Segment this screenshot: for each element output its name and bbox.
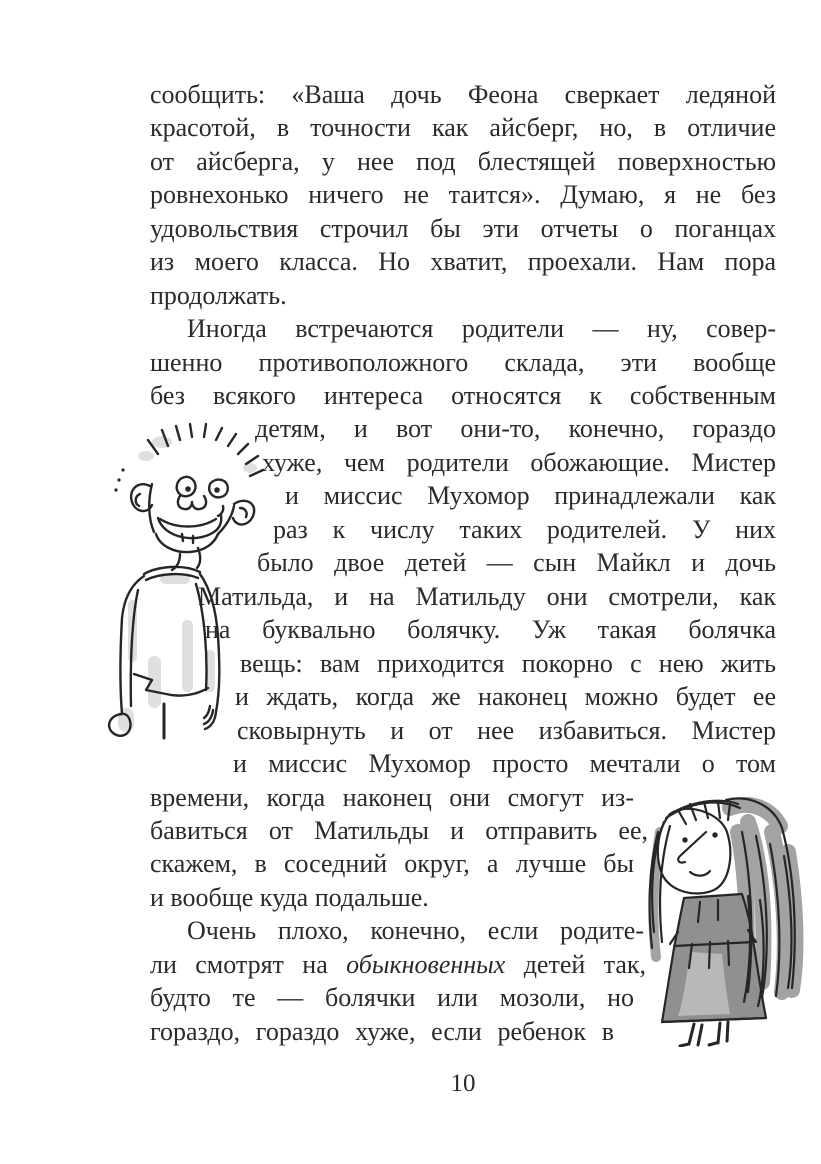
text-line: хуже, чем родители обожающие. Мистер [262, 448, 776, 477]
text-line: удовольствия строчил бы эти отчеты о поганцах [150, 214, 776, 243]
boy-sketch-illustration [100, 422, 270, 762]
text-line: раз к числу таких родителей. У них [273, 515, 776, 544]
text-line: красотой, в точности как айсберг, но, в отличие [150, 113, 776, 142]
text-line: сковырнуть и от нее избавиться. Мистер [237, 716, 776, 745]
text-line: без всякого интереса относятся к собственным [150, 381, 776, 410]
text-line: будто те — болячки или мозоли, но [150, 983, 634, 1012]
text-line: вещь: вам приходится покорно с нею жить [240, 649, 776, 678]
text-line: на буквально болячку. Уж такая болячка [205, 615, 776, 644]
text-line: продолжать. [150, 281, 287, 310]
text-line: Иногда встречаются родители — ну, совер- [187, 314, 776, 343]
text-line: скажем, в соседний округ, а лучше бы [150, 849, 634, 878]
text-line: и миссис Мухомор принадлежали как [285, 481, 776, 510]
text-line: от айсберга, у нее под блестящей поверхностью [150, 147, 776, 176]
matilda-sketch-illustration [630, 792, 820, 1047]
italic-text-segment: обыкновенных [346, 950, 506, 979]
text-line: времени, когда наконец они смогут из- [150, 783, 634, 812]
text-line: бавиться от Матильды и отправить ее, [150, 816, 648, 845]
text-line: и миссис Мухомор просто мечтали о том [233, 749, 776, 778]
text-segment: детей так, [505, 950, 646, 979]
page-number: 10 [450, 1070, 476, 1097]
text-line: детям, и вот они-то, конечно, гораздо [255, 414, 776, 443]
text-line: Очень плохо, конечно, если родите- [187, 916, 644, 945]
text-line: было двое детей — сын Майкл и дочь [257, 548, 776, 577]
text-segment: ли смотрят на [150, 950, 347, 979]
text-line: гораздо, гораздо хуже, если ребенок в [150, 1017, 614, 1046]
text-line: шенно противоположного склада, эти вообще [150, 348, 776, 377]
text-line [150, 948, 646, 981]
text-line: и вообще куда подальше. [150, 883, 429, 912]
text-line: из моего класса. Но хватит, проехали. Нам пора [150, 247, 776, 276]
text-line: сообщить: «Ваша дочь Феона сверкает ледяной [150, 80, 776, 109]
text-line: ровнехонько ничего не таится». Думаю, я не без [150, 180, 776, 209]
text-line: и ждать, когда же наконец можно будет ее [235, 682, 776, 711]
text-line: Матильда, и на Матильду они смотрели, как [198, 582, 776, 611]
